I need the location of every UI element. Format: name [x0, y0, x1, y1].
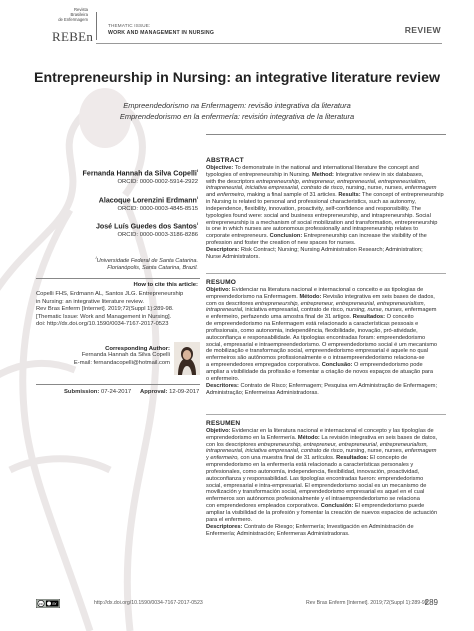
author-block: [36, 168, 198, 185]
citation-doi[interactable]: doi: http://dx.doi.org/10.1590/0034-7167-2017-0523: [36, 321, 169, 328]
abstract-heading: ABSTRACT: [206, 157, 244, 164]
abstract-line: profissionais, como autonomia, independência, flexibilidade, inovação, pró-atividade,: [206, 327, 418, 334]
header-divider: [96, 12, 97, 40]
abstract-line: emprendedorismo en la Enfermería. Método: La revisión integrativa en seis bases de datos,: [206, 434, 438, 441]
corresponding-heading: Corresponding Author:: [105, 346, 170, 352]
author-name: José Luís Guedes dos Santos$^I$: [95, 221, 198, 231]
resumo-descriptors-cont: Administração; Enfermeiras Administradoras.: [206, 389, 319, 396]
logo-small-line: Revista: [74, 7, 88, 12]
corresponding-email[interactable]: E-mail: fernandacopelli@hotmail.com: [73, 359, 170, 366]
corresponding-author-block: [36, 346, 170, 367]
abstract-line: empreendedorismo na Enfermagem. Método: Revisão integrativa em seis bases de dados,: [206, 293, 435, 300]
abstract-line: social, empresarial e intra-empresarial. El emprendedorismo social es un mecanismo de: [206, 482, 427, 489]
abstract-line: intrapreneurial, iniciativa empresarial, contrato de risco, nursing, nurse, nurses, enfermagem: [206, 448, 437, 455]
abstract-line: emprendedorismo en la enfermería está relacionado a características personales y: [206, 462, 414, 469]
abstract-line: Objetivo: Evidenciar na literatura nacional e internacional o conceito e as tipologias de: [206, 286, 424, 293]
subtitle-spanish: Emprendedorismo en la enfermería: revisión integrativa de la literatura: [119, 112, 355, 121]
author-orcid: ORCID: 0000-0003-3186-8286: [117, 232, 198, 239]
abstract-line: and enfermeiro, making a final sample of 31 articles. Results: The concept of entrepreneurship: [206, 192, 444, 199]
abstract-top-rule: [206, 134, 446, 135]
abstract-line: intrapreneurial, iniciativa empresarial, contrato de risco, nursing, nurse, nurses, enfermagem: [206, 307, 437, 314]
abstract-line: de mobilização e transformação social, empreendedorismo empresarial é aquele no qual: [206, 348, 428, 355]
abstract-line: con los descriptores entrepreneurship, entrepreneur, entrepreneurial, entrepreneurialism,: [206, 441, 428, 448]
affiliation-rule: [36, 278, 200, 279]
resumo-descriptors: Descritores: Contrato de Risco; Enfermagem; Pesquisa em Administração de Enfermagem;: [206, 382, 438, 389]
abstract-line: y enfermeiro, con una muestra final de 31 artículos. Resultados: El concepto de: [206, 455, 408, 462]
abstract-line: independence, flexibility, innovation, proactivity, self-confidence and responsibility. The: [206, 205, 421, 212]
abstract-line: autoconfiança e responsabilidade. As tipologias encontradas foram: empreendedorismo: [206, 334, 426, 341]
abstract-line: de empreendedorismo na Enfermagem está relacionado a características pessoais e: [206, 321, 419, 328]
resumen-descriptors: Descriptores: Contrato de Riesgo; Enfermería; Investigación en Administración de: [206, 523, 414, 530]
svg-text:BY: BY: [52, 602, 57, 606]
abstract-line: ampliar la visibilidad de la profesión y fomentar la creación de nuevos espacios de actuación: [206, 509, 438, 516]
resumen-heading: RESUMEN: [206, 420, 241, 427]
abstract-line: movilización y transformación social, emprendedorismo empresarial es aquel en el cual: [206, 489, 425, 496]
citation-text: [36, 291, 200, 329]
abstract-line: con emprendedores empleados corporativos. Conclusión: El emprendedorismo puede: [206, 503, 425, 510]
svg-text:cc: cc: [39, 602, 43, 606]
citation-line: in Nursing: an integrative literature review.: [36, 298, 144, 305]
resumo-rule: [206, 273, 446, 274]
abstract-line: com os descritores entrepreneurship, entrepreneur, entrepreneurial, entrepreneurialism,: [206, 300, 426, 307]
abstract-line: o enfermeiro.: [206, 375, 240, 382]
issue-name: WORK AND MANAGEMENT IN NURSING: [108, 30, 215, 36]
resumen-section: [206, 421, 446, 537]
author-orcid: ORCID: 0000-0003-4845-8515: [117, 206, 198, 213]
subtitle-portuguese: Empreendedorismo na Enfermagem: revisão integrativa da literatura: [123, 101, 351, 110]
abstract-descriptors: Descriptors: Risk Contract; Nursing; Nursing Administration Research; Administration;: [206, 246, 423, 253]
citation-line: [Thematic Issue: Work and Management in Nursing].: [36, 313, 172, 320]
header-rule: [96, 43, 442, 44]
abstract-line: Objective: To demonstrate in the national and international literature the concept and: [206, 164, 419, 171]
logo-wordmark: REBEn: [52, 29, 94, 44]
resumo-body: [206, 287, 446, 383]
abstract-line: Objetivo: Evidenciar en la literatura nacional e internacional el concepto y las tipologías de: [206, 427, 434, 434]
resumo-heading: RESUMO: [206, 279, 237, 286]
approval-date: Approval: 12-09-2017: [140, 389, 200, 395]
resumo-section: [206, 280, 446, 396]
author-block: [36, 195, 198, 212]
submission-date: Submission: 07-24-2017: [64, 389, 132, 395]
abstract-line: social, empresarial e intraempreendedorismo. O empreendedorismo social é um mecanismo: [206, 341, 438, 348]
corresponding-rule: [36, 384, 200, 385]
abstract-line: a empreendedores empregados corporativos. Conclusão: O empreendedorismo pode: [206, 362, 423, 369]
page-number: 289: [424, 598, 438, 607]
abstract-line: enfermeros son autónomos profesionalmente y el intraemprendedorismo se relaciona: [206, 496, 420, 503]
footer-journal: Rev Bras Enferm [Internet]. 2019;72(Suppl 1):289-98.: [306, 600, 430, 606]
citation-line: Rev Bras Enferm [Internet]. 2019;72(Suppl 1):289-98.: [36, 306, 174, 313]
author-block: [36, 221, 198, 238]
author-orcid: ORCID: 0000-0002-5914-2922: [117, 179, 198, 186]
author-photo: [174, 342, 200, 375]
citation-line: Copelli FHS, Erdmann AL, Santos JLG. Entrepreneurship: [36, 291, 184, 297]
abstract-line: profesionales, como autonomía, independencia, flexibilidad, innovación, proactividad,: [206, 468, 420, 475]
author-name: Alacoque Lorenzini Erdmann$^I$: [98, 195, 198, 205]
abstract-line: in Nursing is related to personal and professional characteristics, such as autonomy,: [206, 199, 416, 206]
abstract-line: enfermeiros são autônomos profissionalmente e o intraempreendedorismo relaciona-se: [206, 355, 425, 362]
abstract-section: [206, 158, 446, 261]
article-title: Entrepreneurship in Nursing: an integrative literature review: [33, 70, 441, 86]
abstract-line: typologies of entrepreneurship in Nursing. Method: Integrative review in six databases,: [206, 171, 424, 178]
creative-commons-by-icon: [36, 599, 60, 608]
logo-small-line: de Enfermagem: [58, 16, 88, 22]
journal-logo: [30, 8, 92, 44]
abstract-line: autoconfianza y responsabilidad. Las tipologías encontradas fueron: emprendedorismo: [206, 475, 424, 482]
citation-block: [36, 282, 198, 288]
citation-heading: How to cite this article:: [133, 282, 198, 288]
abstract-descriptors-cont: Nurse Administrators.: [206, 253, 260, 260]
resumen-descriptors-cont: Enfermería; Administración; Enfermeras Administradoras.: [206, 530, 350, 537]
corresponding-name: Fernanda Hannah da Silva Copelli: [81, 352, 170, 358]
abstract-line: e enfermeiro, perfazendo uma amostra final de 31 artigos. Resultados: O conceito: [206, 314, 414, 321]
resumen-rule: [206, 414, 446, 415]
abstract-line: with the descriptors entrepreneurship, entrepreneur, entrepreneurial, entrepreneurialism,: [206, 178, 427, 185]
abstract-line: typologies found were: social and business entrepreneurship, and intrapreneurship. Social: [206, 212, 431, 219]
footer-doi[interactable]: http://dx.doi.org/10.1590/0034-7167-2017-0523: [94, 600, 203, 606]
abstract-line: entrepreneurship is a mechanism of social mobilization and transformation, entrepreneurship: [206, 219, 438, 226]
abstract-line: corporate entrepreneurs. Conclusion: Entrepreneurship can increase the visibility of the: [206, 233, 427, 240]
abstract-line: para el enfermero.: [206, 516, 253, 523]
affiliation: $^I$Universidade Federal de Santa Catarina. Florianópolis, Santa Catarina, Brazil.: [95, 255, 198, 271]
abstract-line: ampliar a visibilidade da profissão e fomentar a criação de novos espaços de atuação para: [206, 368, 434, 375]
author-name: Fernanda Hannah da Silva Copelli$^I$: [82, 168, 198, 178]
section-label: REVIEW: [404, 25, 441, 35]
issue-label: THEMATIC ISSUE:: [108, 23, 151, 28]
logo-small-line: Brasileira: [70, 11, 88, 17]
abstract-body: [206, 165, 446, 247]
abstract-line: intrapreneurial, iniciativa empresarial, contrato de risco, nursing, nurse, nurses, enfermagem: [206, 185, 437, 192]
resumen-body: [206, 428, 446, 524]
abstract-line: is one in which nurses are autonomous professionally and intrapreneurship relates to: [206, 226, 418, 233]
abstract-line: profession and foster the creation of new spaces for nurses.: [206, 240, 356, 247]
